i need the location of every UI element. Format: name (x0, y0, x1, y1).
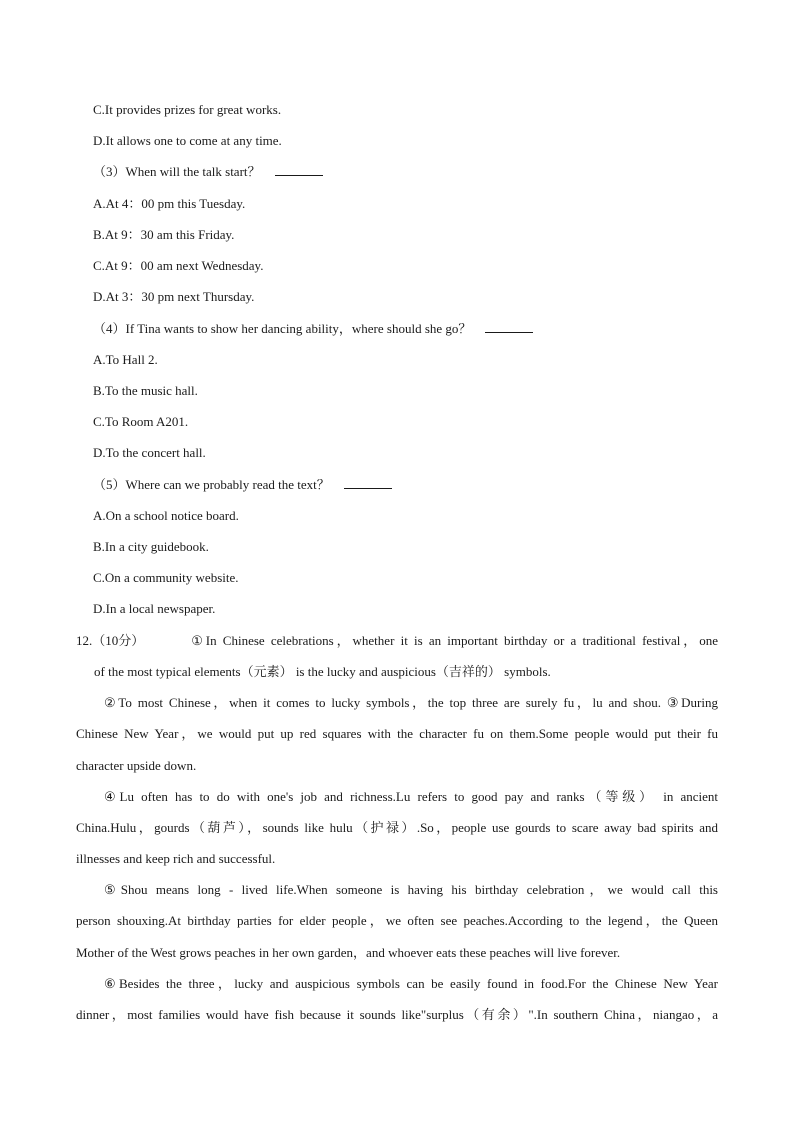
question-4-option-a: A.To Hall 2. (93, 352, 158, 367)
paragraph-1-line-1: ①In Chinese celebrations，whether it is an important birthday or a traditional festival，one (188, 633, 718, 648)
paragraph-4-line-2: person shouxing.At birthday parties for elder people，we often see peaches.According to the legend，the Queen (76, 913, 718, 928)
question-12-number: 12.（10分） (76, 633, 145, 648)
question-5-option-c: C.On a community website. (93, 570, 239, 585)
question-5-option-a: A.On a school notice board. (93, 508, 239, 523)
question-4 (93, 320, 533, 338)
paragraph-2-line-3: character upside down. (76, 758, 197, 773)
paragraph-1-line-2: of the most typical elements（元素） is the lucky and auspicious（吉祥的） symbols. (94, 664, 551, 679)
question-12-line-1 (76, 632, 718, 650)
question-5-option-b: B.In a city guidebook. (93, 539, 209, 554)
question-3-option-a: A.At 4：00 pm this Tuesday. (93, 196, 246, 211)
paragraph-4-line-3: Mother of the West grows peaches in her own garden，and whoever eats these peaches will live forever. (76, 945, 621, 960)
option-c: C.It provides prizes for great works. (93, 102, 282, 117)
answer-blank-5[interactable] (344, 476, 392, 489)
paragraph-5-line-1: ⑥Besides the three，lucky and auspicious symbols can be easily found in food.For the Chinese New Year (104, 976, 718, 991)
paragraph-2-line-1: ②To most Chinese，when it comes to lucky symbols，the top three are surely fu，lu and shou. ③During (104, 695, 718, 710)
paragraph-2-line-2: Chinese New Year，we would put up red squares with the character fu on them.Some people would put their fu (76, 726, 718, 741)
question-4-option-d: D.To the concert hall. (93, 445, 206, 460)
question-5 (93, 476, 392, 494)
answer-blank-3[interactable] (275, 163, 323, 176)
paragraph-5-line-2: dinner，most families would have fish because it sounds like"surplus（有余）".In southern China，niangao，a (76, 1007, 718, 1022)
question-3-option-c: C.At 9：00 am next Wednesday. (93, 258, 264, 273)
question-5-option-d: D.In a local newspaper. (93, 601, 216, 616)
question-3 (93, 163, 323, 181)
question-4-option-c: C.To Room A201. (93, 414, 189, 429)
question-3-option-b: B.At 9：30 am this Friday. (93, 227, 235, 242)
question-4-text: （4）If Tina wants to show her dancing ability，where should she go？ (93, 321, 472, 336)
paragraph-3-line-1: ④Lu often has to do with one's job and richness.Lu refers to good pay and ranks（等级） in ancient (104, 789, 718, 804)
question-5-text: （5）Where can we probably read the text？ (93, 477, 330, 492)
question-3-text: （3）When will the talk start？ (93, 164, 261, 179)
paragraph-3-line-2: China.Hulu，gourds（葫芦），sounds like hulu（护禄）.So，people use gourds to scare away bad spirits and (76, 820, 718, 835)
answer-blank-4[interactable] (485, 320, 533, 333)
option-d: D.It allows one to come at any time. (93, 133, 282, 148)
question-3-option-d: D.At 3：30 pm next Thursday. (93, 289, 255, 304)
paragraph-4-line-1: ⑤Shou means long - lived life.When someone is having his birthday celebration，we would call this (104, 882, 718, 897)
question-4-option-b: B.To the music hall. (93, 383, 198, 398)
paragraph-3-line-3: illnesses and keep rich and successful. (76, 851, 276, 866)
